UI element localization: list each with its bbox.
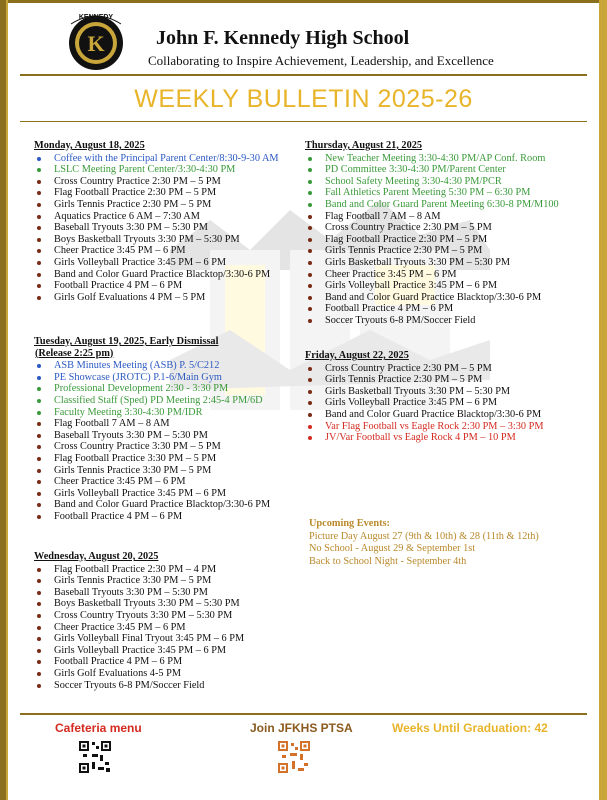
event-item: New Teacher Meeting 3:30-4:30 PM/AP Conf. Room [305,153,559,165]
event-item: Football Practice 4 PM – 6 PM [34,511,270,523]
event-item: School Safety Meeting 3:30-4:30 PM/PCR [305,176,559,188]
event-item: JV/Var Football vs Eagle Rock 4 PM – 10 PM [305,432,544,444]
event-item: Cross Country Practice 2:30 PM – 5 PM [305,363,544,375]
event-item: ASB Minutes Meeting (ASB) P. 5/C212 [34,360,270,372]
thursday-section [305,140,559,327]
event-item: Girls Volleyball Practice 3:45 PM – 6 PM [305,280,559,292]
event-item: Football Practice 4 PM – 6 PM [305,303,559,315]
event-item: Band and Color Guard Parent Meeting 6:30-8 PM/M100 [305,199,559,211]
event-list [34,564,244,692]
event-item: Football Practice 4 PM – 6 PM [34,280,279,292]
event-item: Cross Country Practice 2:30 PM – 5 PM [34,176,279,188]
event-item: Girls Tennis Practice 3:30 PM – 5 PM [34,465,270,477]
event-list [34,360,270,522]
day-subheading: (Release 2:25 pm) [35,347,114,359]
upcoming-item: Back to School Night - September 4th [309,555,467,567]
event-item: Cheer Practice 3:45 PM – 6 PM [34,476,270,488]
event-item: Girls Volleyball Practice 3:45 PM – 6 PM [305,397,544,409]
event-item: Aquatics Practice 6 AM – 7:30 AM [34,211,279,223]
event-item: Girls Volleyball Practice 3:45 PM – 6 PM [34,488,270,500]
event-item: Boys Basketball Tryouts 3:30 PM – 5:30 PM [34,234,279,246]
day-heading: Wednesday, August 20, 2025 [34,551,159,562]
event-item: Girls Tennis Practice 2:30 PM – 5 PM [305,374,544,386]
event-item: Var Flag Football vs Eagle Rock 2:30 PM – 3:30 PM [305,421,544,433]
event-item: Girls Volleyball Practice 3:45 PM – 6 PM [34,645,244,657]
school-crest-logo [65,10,127,72]
event-item: Girls Basketball Tryouts 3:30 PM – 5:30 PM [305,257,559,269]
event-item: Flag Football Practice 2:30 PM – 5 PM [34,187,279,199]
event-item: Girls Tennis Practice 2:30 PM – 5 PM [34,199,279,211]
svg-text:K: K [87,31,105,56]
right-border [599,0,607,800]
upcoming-events [309,518,539,568]
event-item: Classified Staff (Sped) PD Meeting 2:45-4 PM/6D [34,395,270,407]
cafeteria-qr-code[interactable] [78,740,112,774]
event-item: LSLC Meeting Parent Center/3:30-4:30 PM [34,164,279,176]
event-item: Girls Golf Evaluations 4-5 PM [34,668,244,680]
event-item: Soccer Tryouts 6-8 PM/Soccer Field [305,315,559,327]
event-item: Cheer Practice 3:45 PM – 6 PM [34,622,244,634]
event-item: Flag Football 7 AM – 8 AM [305,211,559,223]
top-border [0,0,607,3]
event-item: Cross Country Practice 3:30 PM – 5 PM [34,441,270,453]
event-item: Flag Football Practice 2:30 PM – 5 PM [305,234,559,246]
event-item: PD Committee 3:30-4:30 PM/Parent Center [305,164,559,176]
event-item: Girls Volleyball Practice 3:45 PM – 6 PM [34,257,279,269]
event-item: Baseball Tryouts 3:30 PM – 5:30 PM [34,222,279,234]
day-heading: Thursday, August 21, 2025 [305,140,423,151]
event-item: Girls Basketball Tryouts 3:30 PM – 5:30 PM [305,386,544,398]
event-item: Girls Tennis Practice 2:30 PM – 5 PM [305,245,559,257]
event-item: Girls Volleyball Final Tryout 3:45 PM – 6 PM [34,633,244,645]
header-divider [20,74,587,76]
event-item: Boys Basketball Tryouts 3:30 PM – 5:30 PM [34,598,244,610]
event-item: Flag Football Practice 3:30 PM – 5 PM [34,453,270,465]
monday-section [34,140,279,303]
event-list [34,153,279,304]
wednesday-section [34,551,244,691]
upcoming-heading: Upcoming Events: [309,518,390,529]
day-heading: Tuesday, August 19, 2025, Early Dismissal [34,336,219,347]
event-item: Flag Football Practice 2:30 PM – 4 PM [34,564,244,576]
event-item: Cheer Practice 3:45 PM – 6 PM [305,269,559,281]
event-item: Band and Color Guard Practice Blacktop/3:30-6 PM [34,499,270,511]
event-item: Baseball Tryouts 3:30 PM – 5:30 PM [34,430,270,442]
event-item: Band and Color Guard Practice Blacktop/3:30-6 PM [34,269,279,281]
event-item: Cross Country Tryouts 3:30 PM – 5:30 PM [34,610,244,622]
event-item: Girls Tennis Practice 3:30 PM – 5 PM [34,575,244,587]
svg-text:KENNEDY: KENNEDY [78,14,114,21]
event-list [305,153,559,327]
event-item: Coffee with the Principal Parent Center/8:30-9-30 AM [34,153,279,165]
event-item: Football Practice 4 PM – 6 PM [34,656,244,668]
event-item: Girls Golf Evaluations 4 PM – 5 PM [34,292,279,304]
event-item: Baseball Tryouts 3:30 PM – 5:30 PM [34,587,244,599]
bulletin-title: WEEKLY BULLETIN 2025-26 [134,85,473,113]
event-item: Professional Development 2:30 - 3:30 PM [34,383,270,395]
friday-section [305,350,544,444]
event-item: Fall Athletics Parent Meeting 5:30 PM – 6:30 PM [305,187,559,199]
event-item: Flag Football 7 AM – 8 AM [34,418,270,430]
event-item: PE Showcase (JROTC) P.1-6/Main Gym [34,372,270,384]
ptsa-qr-code[interactable] [277,740,311,774]
event-item: Band and Color Guard Practice Blacktop/3:30-6 PM [305,409,544,421]
upcoming-item: No School - August 29 & September 1st [309,543,476,555]
day-heading: Friday, August 22, 2025 [305,350,409,361]
cafeteria-menu-link[interactable]: Cafeteria menu [55,721,142,735]
event-item: Soccer Tryouts 6-8 PM/Soccer Field [34,680,244,692]
event-item: Cheer Practice 3:45 PM – 6 PM [34,245,279,257]
event-list [305,363,544,444]
title-divider [20,121,587,122]
tuesday-section [34,336,270,523]
event-item: Cross Country Practice 2:30 PM – 5 PM [305,222,559,234]
left-border-accent [6,0,8,800]
upcoming-item: Picture Day August 27 (9th & 10th) & 28 (11th & 12th) [309,530,539,542]
footer-divider [20,713,587,715]
graduation-countdown: Weeks Until Graduation: 42 [392,721,548,735]
event-item: Faculty Meeting 3:30-4:30 PM/IDR [34,407,270,419]
event-item: Band and Color Guard Practice Blacktop/3:30-6 PM [305,292,559,304]
ptsa-link[interactable]: Join JFKHS PTSA [250,721,353,735]
day-heading: Monday, August 18, 2025 [34,140,145,151]
school-motto: Collaborating to Inspire Achievement, Leadership, and Excellence [148,53,494,68]
school-name: John F. Kennedy High School [156,27,410,49]
